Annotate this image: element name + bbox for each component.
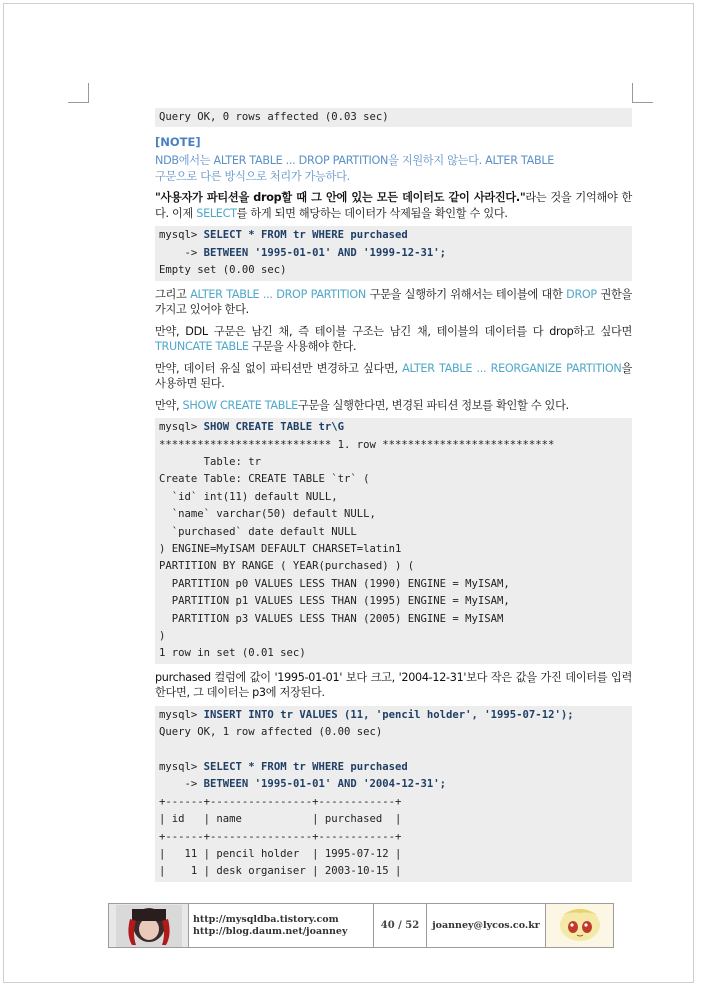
paragraph-show-create (155, 398, 632, 414)
prompt: -> (159, 778, 204, 791)
crop-mark-left-h (68, 102, 89, 103)
code-line: Table: tr (159, 455, 262, 468)
keyword: ALTER TABLE ... DROP PARTITION (190, 287, 366, 301)
page-number: 40 / 52 (374, 904, 427, 947)
author-avatar-right (546, 904, 613, 947)
code-line: `purchased` date default NULL (159, 525, 357, 538)
text: 만약, (155, 398, 183, 412)
text: purchased 컬럼에 값이 '1995-01-01' 보다 크고, '2004-12-31'보다 작은 값을 가진 데이터를 입력한다면, 그 데이터는 p3에 저장된다. (155, 670, 632, 700)
sql-command: INSERT INTO tr VALUES (11, 'pencil holder', '1995-07-12'); (203, 708, 574, 721)
result-table-line: | 1 | desk organiser | 2003-10-15 | (159, 865, 402, 878)
prompt: mysql> (159, 761, 204, 774)
code-line: ) ENGINE=MyISAM DEFAULT CHARSET=latin1 (159, 542, 402, 555)
sql-command: BETWEEN '1995-01-01' AND '1999-12-31'; (203, 246, 447, 259)
code-block-show-create (155, 418, 632, 664)
code-line: `id` int(11) default NULL, (159, 490, 338, 503)
code-line: Query OK, 0 rows affected (0.03 sec) (159, 111, 389, 123)
text: 만약, 데이터 유실 없이 파티션만 변경하고 싶다면, (155, 361, 403, 375)
footer-url-tistory[interactable]: http://mysqldba.tistory.com (193, 913, 339, 925)
prompt: mysql> (159, 708, 204, 721)
paragraph-drop-warning (155, 190, 632, 221)
text: 구문을 실행한다면, 변경된 파티션 정보를 확인할 수 있다. (297, 398, 569, 412)
result-table-line: | id | name | purchased | (159, 813, 402, 826)
result-table-line: | 11 | pencil holder | 1995-07-12 | (159, 848, 402, 861)
note-line-1: NDB에서는 ALTER TABLE ... DROP PARTITION을 지원하지 않는다. ALTER TABLE (155, 154, 555, 168)
note-title: [NOTE] (155, 135, 201, 150)
code-line: Query OK, 1 row affected (0.00 sec) (159, 726, 383, 739)
code-block-insert-select (155, 706, 632, 882)
page-footer (108, 903, 614, 948)
prompt: -> (159, 246, 204, 259)
crop-mark-right-h (632, 102, 653, 103)
text: 라는 것을 기억해야 한다. 이제 (155, 191, 632, 220)
text: 를 하게 되면 해당하는 데이터가 삭제됨을 확인할 수 있다. (236, 206, 508, 220)
text: 만약, DDL 구문은 남긴 채, 즉 테이블 구조는 남긴 채, 테이블의 데이터를 다 drop하고 싶다면 (155, 324, 632, 338)
code-line: ) (159, 630, 166, 642)
text: 구문을 실행하기 위해서는 테이블에 대한 (365, 287, 567, 301)
note-line-2: 구문으로 다른 방식으로 처리가 가능하다. (155, 169, 350, 183)
footer-email[interactable]: joanney@lycos.co.kr (427, 904, 546, 947)
paragraph-purchased (155, 670, 632, 701)
keyword: ALTER TABLE ... REORGANIZE PARTITION (402, 361, 622, 375)
code-line: 1 row in set (0.01 sec) (159, 647, 306, 660)
footer-urls (189, 904, 374, 947)
paragraph-truncate (155, 324, 632, 355)
result-table-line: +------+----------------+------------+ (159, 830, 402, 843)
cartoon-character-icon (549, 905, 611, 947)
sql-command: SELECT * FROM tr WHERE purchased (203, 229, 408, 242)
result-table-line: +------+----------------+------------+ (159, 795, 402, 808)
crop-mark-left (88, 83, 89, 103)
sql-command: BETWEEN '1995-01-01' AND '2004-12-31'; (203, 778, 447, 791)
code-block-query-ok (155, 108, 632, 127)
code-line: `name` varchar(50) default NULL, (159, 508, 376, 521)
prompt: mysql> (159, 421, 204, 434)
text: 권한을 가지고 있어야 한다. (155, 287, 633, 317)
bold-warning: "사용자가 파티션을 drop할 때 그 안에 있는 모든 데이터도 같이 사라진다." (155, 191, 526, 205)
paragraph-drop-privilege (155, 287, 632, 318)
code-line: PARTITION BY RANGE ( YEAR(purchased) ) ( (159, 560, 415, 573)
prompt: mysql> (159, 229, 204, 242)
code-line: Create Table: CREATE TABLE `tr` ( (159, 473, 370, 486)
crop-mark-right (632, 83, 633, 103)
code-line: PARTITION p0 VALUES LESS THAN (1990) ENGINE = MyISAM, (159, 577, 510, 590)
document-body (155, 108, 632, 882)
keyword: SELECT (196, 206, 237, 220)
sql-command: SHOW CREATE TABLE tr\G (203, 421, 344, 434)
code-line: *************************** 1. row *************************** (159, 438, 555, 451)
keyword: TRUNCATE TABLE (155, 340, 249, 354)
text: 구문을 사용해야 한다. (248, 340, 357, 354)
keyword: DROP (566, 287, 597, 301)
paragraph-reorganize (155, 361, 632, 392)
author-avatar-left (109, 904, 189, 947)
note-text (155, 153, 632, 184)
avatar-image-icon (116, 905, 182, 947)
code-block-select-empty (155, 226, 632, 280)
text: 을 사용하면 된다. (155, 361, 633, 391)
code-line: PARTITION p3 VALUES LESS THAN (2005) ENGINE = MyISAM (159, 612, 504, 625)
code-line: PARTITION p1 VALUES LESS THAN (1995) ENGINE = MyISAM, (159, 595, 510, 608)
text: 그리고 (155, 287, 191, 301)
footer-url-daum[interactable]: http://blog.daum.net/joanney (193, 925, 348, 937)
sql-command: SELECT * FROM tr WHERE purchased (203, 761, 408, 774)
keyword: SHOW CREATE TABLE (182, 398, 298, 412)
code-line: Empty set (0.00 sec) (159, 264, 287, 277)
